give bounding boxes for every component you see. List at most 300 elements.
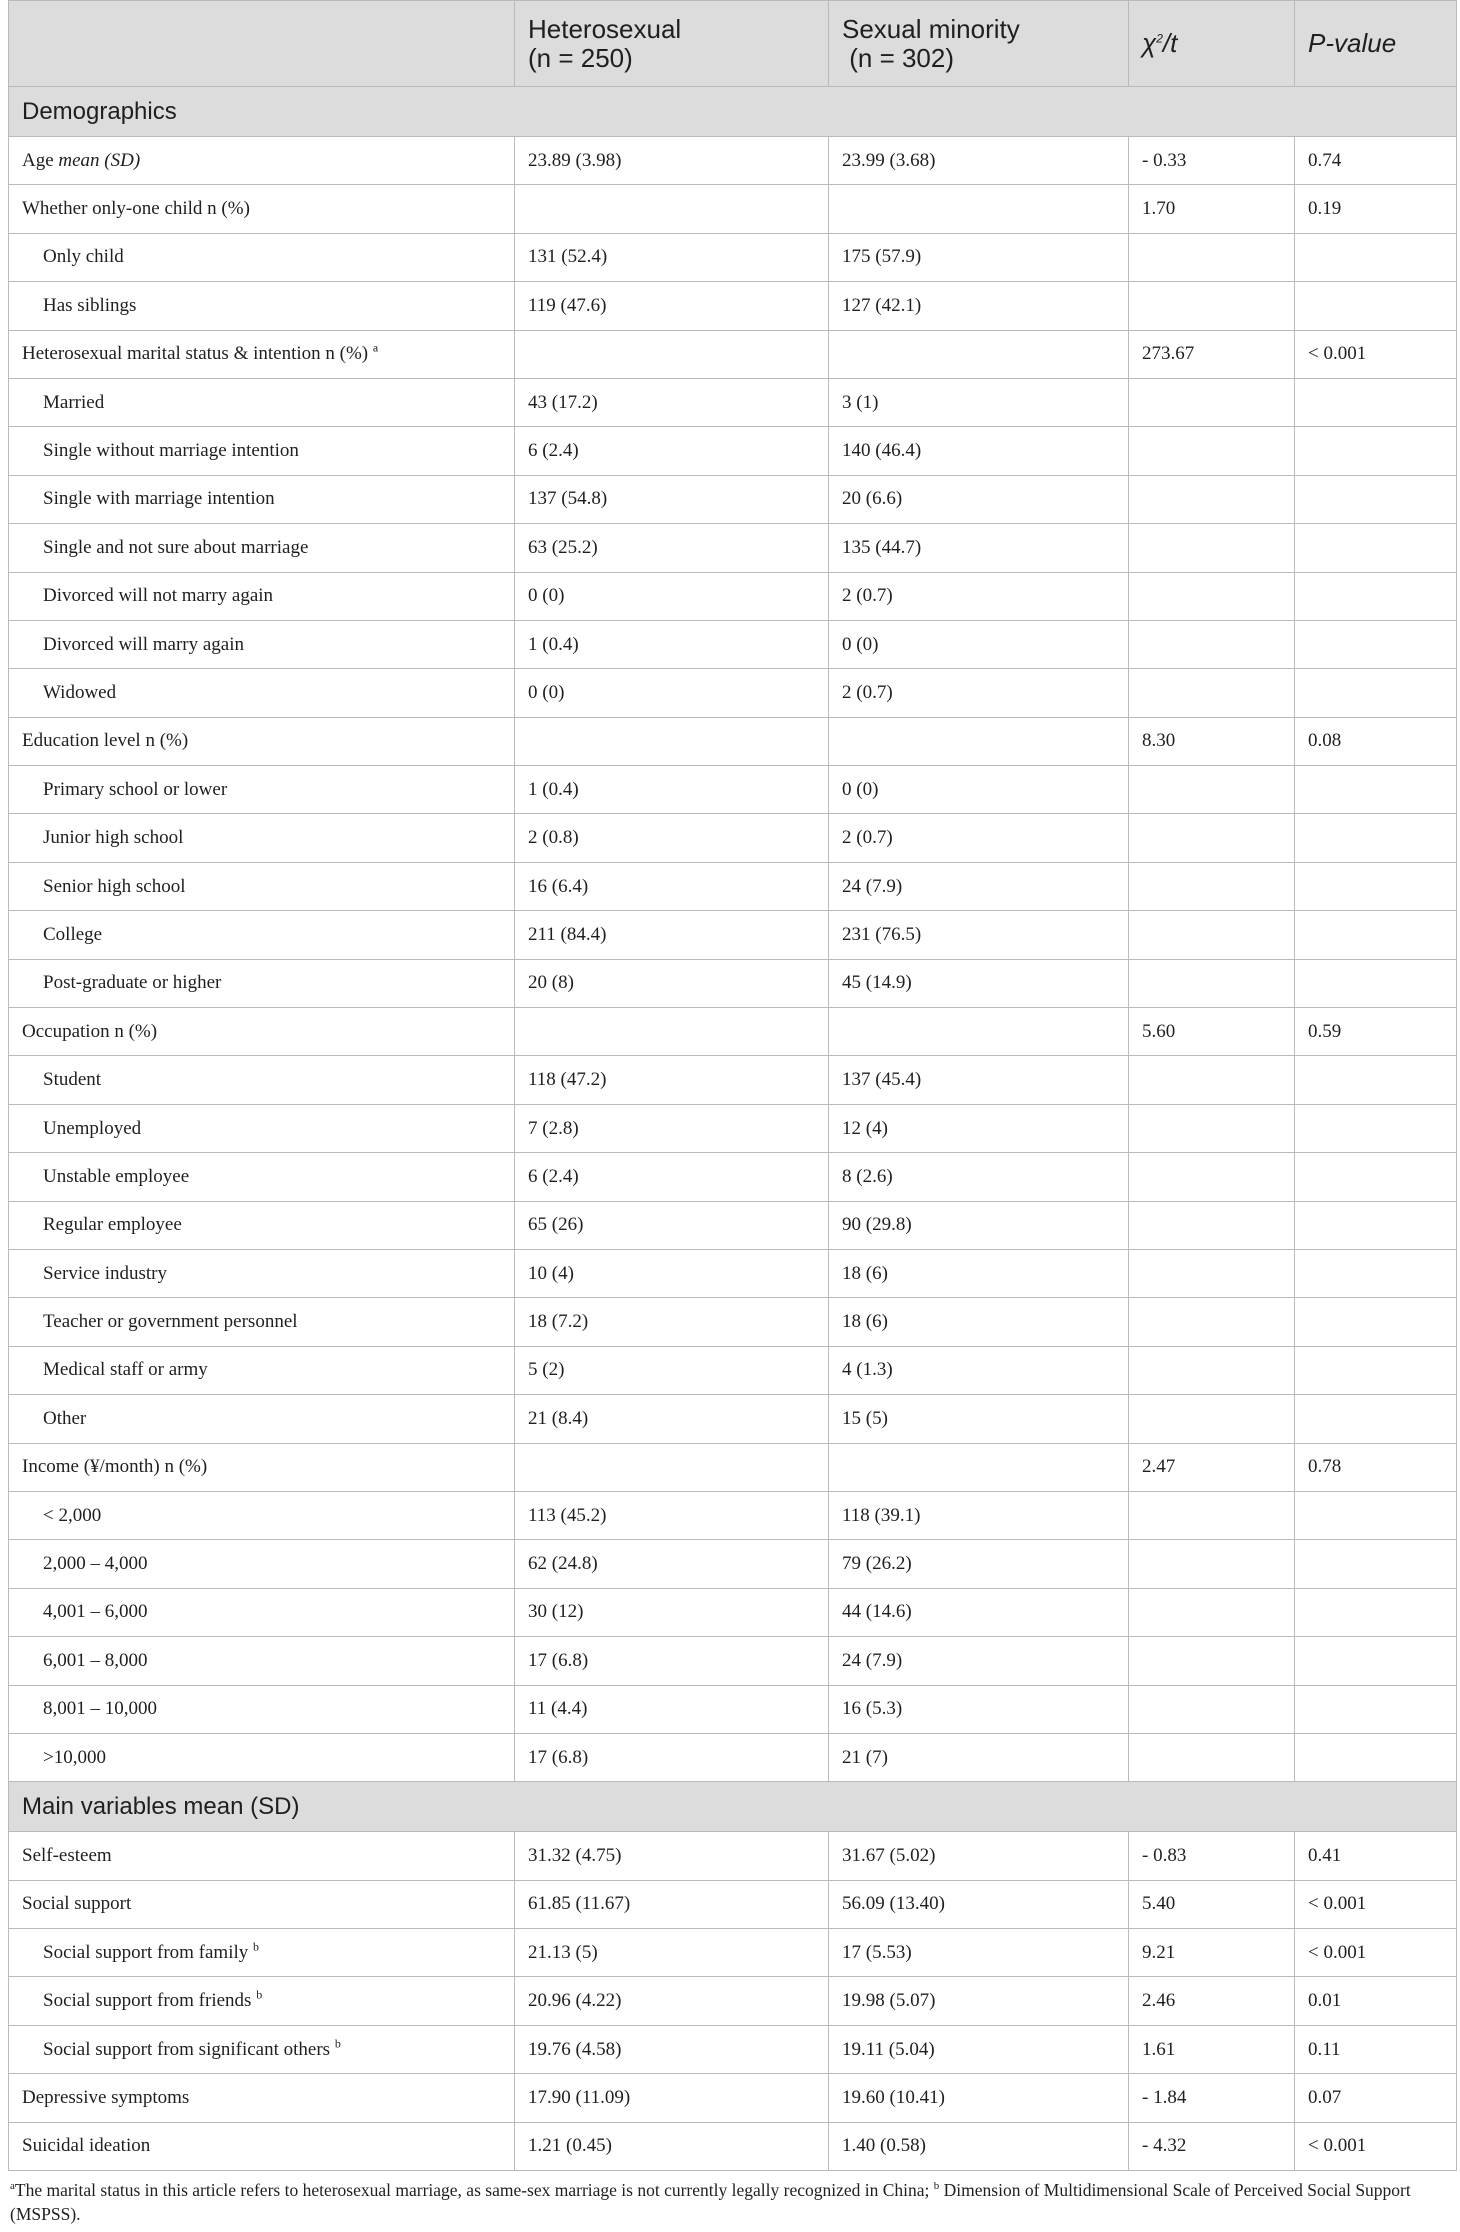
table-row [9, 1443, 1457, 1491]
row-label: >10,000 [43, 1746, 106, 1768]
test-statistic-value: 273.67 [1129, 330, 1295, 378]
test-statistic-value [1129, 1056, 1295, 1104]
row-label: Has siblings [43, 294, 137, 316]
p-value [1295, 620, 1457, 668]
heterosexual-value: 21.13 (5) [515, 1929, 829, 1977]
heterosexual-value: 17.90 (11.09) [515, 2074, 829, 2122]
footnote-marker-a: a [10, 2180, 15, 2193]
sexual-minority-value: 137 (45.4) [829, 1056, 1129, 1104]
sexual-minority-value: 15 (5) [829, 1395, 1129, 1443]
heterosexual-value: 63 (25.2) [515, 524, 829, 572]
test-statistic-value: - 0.33 [1129, 137, 1295, 185]
test-statistic-value: - 1.84 [1129, 2074, 1295, 2122]
test-statistic-value: 2.46 [1129, 1977, 1295, 2025]
sexual-minority-value: 0 (0) [829, 766, 1129, 814]
table-row [9, 1637, 1457, 1685]
row-label: Social support from significant others [43, 2038, 335, 2060]
table-row [9, 475, 1457, 523]
test-statistic-value [1129, 427, 1295, 475]
table-row [9, 330, 1457, 378]
sexual-minority-value: 79 (26.2) [829, 1540, 1129, 1588]
sexual-minority-value: 1.40 (0.58) [829, 2122, 1129, 2170]
heterosexual-value: 5 (2) [515, 1346, 829, 1394]
heterosexual-value: 23.89 (3.98) [515, 137, 829, 185]
p-value [1295, 233, 1457, 281]
sexual-minority-value: 231 (76.5) [829, 911, 1129, 959]
sexual-minority-value: 2 (0.7) [829, 572, 1129, 620]
row-label: Social support from family [43, 1941, 254, 1963]
test-statistic-value [1129, 669, 1295, 717]
row-label: Divorced will marry again [43, 633, 245, 655]
section-title: Main variables mean (SD) [9, 1782, 1457, 1832]
heterosexual-value: 17 (6.8) [515, 1637, 829, 1685]
p-value: < 0.001 [1295, 2122, 1457, 2170]
heterosexual-value: 6 (2.4) [515, 427, 829, 475]
sexual-minority-value: 12 (4) [829, 1104, 1129, 1152]
test-statistic-value [1129, 475, 1295, 523]
test-statistic-value [1129, 959, 1295, 1007]
table-row [9, 2025, 1457, 2073]
table-header [9, 1, 1457, 87]
heterosexual-value [515, 717, 829, 765]
table-row [9, 1346, 1457, 1394]
table-row [9, 620, 1457, 668]
footnote-marker-b: b [933, 2180, 940, 2193]
table-row [9, 1491, 1457, 1539]
header-chi-exponent: 2 [1156, 31, 1163, 46]
row-label-cell [9, 2074, 515, 2122]
table-row [9, 1685, 1457, 1733]
row-label: Regular employee [43, 1214, 182, 1236]
row-label-cell [9, 282, 515, 330]
row-label: Student [43, 1069, 102, 1091]
heterosexual-value: 20.96 (4.22) [515, 1977, 829, 2025]
p-value [1295, 766, 1457, 814]
test-statistic-value [1129, 1201, 1295, 1249]
heterosexual-value: 0 (0) [515, 572, 829, 620]
row-label-cell [9, 1832, 515, 1880]
row-footnote-marker: a [372, 340, 379, 355]
sexual-minority-value: 19.11 (5.04) [829, 2025, 1129, 2073]
test-statistic-value [1129, 524, 1295, 572]
row-label-cell [9, 1929, 515, 1977]
row-label: Medical staff or army [43, 1359, 208, 1381]
row-label: Self-esteem [22, 1844, 112, 1866]
sexual-minority-value: 8 (2.6) [829, 1153, 1129, 1201]
test-statistic-value [1129, 233, 1295, 281]
section-row [9, 87, 1457, 137]
header-sexual-minority-title: Sexual minority [842, 13, 1020, 44]
heterosexual-value [515, 330, 829, 378]
row-label-cell [9, 1008, 515, 1056]
table-row [9, 717, 1457, 765]
sexual-minority-value: 118 (39.1) [829, 1491, 1129, 1539]
test-statistic-value [1129, 1298, 1295, 1346]
sexual-minority-value: 18 (6) [829, 1298, 1129, 1346]
row-label: 2,000 – 4,000 [43, 1553, 148, 1575]
p-value: < 0.001 [1295, 330, 1457, 378]
heterosexual-value [515, 1008, 829, 1056]
heterosexual-value: 11 (4.4) [515, 1685, 829, 1733]
table-row [9, 137, 1457, 185]
p-value [1295, 1104, 1457, 1152]
row-label-cell [9, 766, 515, 814]
table-row [9, 1056, 1457, 1104]
row-label-cell [9, 1880, 515, 1928]
row-label-cell [9, 1443, 515, 1491]
test-statistic-value [1129, 1637, 1295, 1685]
test-statistic-value [1129, 1685, 1295, 1733]
sexual-minority-value: 127 (42.1) [829, 282, 1129, 330]
row-label: Widowed [43, 681, 117, 703]
sexual-minority-value: 90 (29.8) [829, 1201, 1129, 1249]
heterosexual-value: 62 (24.8) [515, 1540, 829, 1588]
row-label-cell [9, 1249, 515, 1297]
sexual-minority-value: 45 (14.9) [829, 959, 1129, 1007]
row-label-cell [9, 1153, 515, 1201]
heterosexual-value [515, 1443, 829, 1491]
header-heterosexual-n: (n = 250) [528, 42, 633, 73]
statistics-table [8, 0, 1457, 2171]
p-value: < 0.001 [1295, 1929, 1457, 1977]
table-row [9, 1832, 1457, 1880]
row-label: Heterosexual marital status & intention n (%) [22, 343, 373, 365]
row-label: Other [43, 1407, 87, 1429]
p-value [1295, 282, 1457, 330]
heterosexual-value: 17 (6.8) [515, 1733, 829, 1781]
sexual-minority-value: 44 (14.6) [829, 1588, 1129, 1636]
table-row [9, 1153, 1457, 1201]
row-label: Age [22, 149, 59, 171]
table-row [9, 1104, 1457, 1152]
sexual-minority-value: 23.99 (3.68) [829, 137, 1129, 185]
heterosexual-value [515, 185, 829, 233]
p-value: 0.11 [1295, 2025, 1457, 2073]
row-label-cell [9, 524, 515, 572]
test-statistic-value [1129, 282, 1295, 330]
sexual-minority-value: 175 (57.9) [829, 233, 1129, 281]
row-label-cell [9, 1588, 515, 1636]
row-label-cell [9, 2122, 515, 2170]
table-row [9, 1880, 1457, 1928]
row-label: Married [43, 391, 105, 413]
heterosexual-value: 0 (0) [515, 669, 829, 717]
row-label: Divorced will not marry again [43, 585, 274, 607]
row-label: Teacher or government personnel [43, 1311, 298, 1333]
row-label: Junior high school [43, 827, 184, 849]
row-label: Primary school or lower [43, 778, 228, 800]
test-statistic-value [1129, 766, 1295, 814]
sexual-minority-value: 16 (5.3) [829, 1685, 1129, 1733]
section-title: Demographics [9, 87, 1457, 137]
row-label-cell [9, 862, 515, 910]
row-label-cell [9, 1733, 515, 1781]
table-row [9, 1298, 1457, 1346]
heterosexual-value: 21 (8.4) [515, 1395, 829, 1443]
row-label: 6,001 – 8,000 [43, 1649, 148, 1671]
p-value [1295, 1249, 1457, 1297]
sexual-minority-value: 2 (0.7) [829, 669, 1129, 717]
heterosexual-value: 211 (84.4) [515, 911, 829, 959]
test-statistic-value: 5.40 [1129, 1880, 1295, 1928]
sexual-minority-value: 24 (7.9) [829, 862, 1129, 910]
row-label: Single without marriage intention [43, 440, 299, 462]
test-statistic-value [1129, 1346, 1295, 1394]
sexual-minority-value: 56.09 (13.40) [829, 1880, 1129, 1928]
row-label: < 2,000 [43, 1504, 102, 1526]
test-statistic-value [1129, 814, 1295, 862]
p-value: 0.08 [1295, 717, 1457, 765]
row-label-cell [9, 1201, 515, 1249]
row-label: Depressive symptoms [22, 2086, 190, 2108]
p-value [1295, 862, 1457, 910]
p-value: 0.07 [1295, 2074, 1457, 2122]
sexual-minority-value: 140 (46.4) [829, 427, 1129, 475]
row-label: Income (¥/month) n (%) [22, 1456, 208, 1478]
p-value [1295, 1056, 1457, 1104]
p-value: 0.19 [1295, 185, 1457, 233]
p-value [1295, 1491, 1457, 1539]
row-label: Single with marriage intention [43, 488, 275, 510]
table-row [9, 766, 1457, 814]
row-label-cell [9, 1540, 515, 1588]
p-value [1295, 669, 1457, 717]
p-value: < 0.001 [1295, 1880, 1457, 1928]
test-statistic-value: 1.70 [1129, 185, 1295, 233]
row-label-italic: mean (SD) [58, 149, 141, 171]
table-row [9, 378, 1457, 426]
heterosexual-value: 137 (54.8) [515, 475, 829, 523]
test-statistic-value [1129, 1540, 1295, 1588]
p-value [1295, 1685, 1457, 1733]
heterosexual-value: 1.21 (0.45) [515, 2122, 829, 2170]
row-label-cell [9, 1977, 515, 2025]
table-row [9, 185, 1457, 233]
row-label-cell [9, 427, 515, 475]
table-row [9, 959, 1457, 1007]
header-chi-symbol: χ [1142, 28, 1157, 58]
section-row [9, 1782, 1457, 1832]
row-label: Social support [22, 1893, 132, 1915]
test-statistic-value [1129, 1491, 1295, 1539]
table-body [9, 87, 1457, 2171]
table-row [9, 233, 1457, 281]
test-statistic-value [1129, 620, 1295, 668]
sexual-minority-value [829, 1008, 1129, 1056]
sexual-minority-value [829, 717, 1129, 765]
header-t-symbol: /t [1162, 28, 1178, 58]
p-value: 0.78 [1295, 1443, 1457, 1491]
row-label-cell [9, 717, 515, 765]
heterosexual-value: 43 (17.2) [515, 378, 829, 426]
row-label-cell [9, 572, 515, 620]
sexual-minority-value: 19.60 (10.41) [829, 2074, 1129, 2122]
row-label: Suicidal ideation [22, 2135, 151, 2157]
table-row [9, 572, 1457, 620]
table-row [9, 669, 1457, 717]
test-statistic-value: 9.21 [1129, 1929, 1295, 1977]
heterosexual-value: 16 (6.4) [515, 862, 829, 910]
table-row [9, 814, 1457, 862]
row-label-cell [9, 669, 515, 717]
heterosexual-value: 1 (0.4) [515, 766, 829, 814]
heterosexual-value: 119 (47.6) [515, 282, 829, 330]
row-label-cell [9, 378, 515, 426]
table-row [9, 282, 1457, 330]
row-label-cell [9, 620, 515, 668]
heterosexual-value: 10 (4) [515, 1249, 829, 1297]
heterosexual-value: 7 (2.8) [515, 1104, 829, 1152]
row-label: Senior high school [43, 875, 186, 897]
p-value [1295, 1540, 1457, 1588]
row-label-cell [9, 2025, 515, 2073]
header-sexual-minority [829, 1, 1129, 87]
p-value [1295, 814, 1457, 862]
p-value: 0.41 [1295, 1832, 1457, 1880]
p-value [1295, 572, 1457, 620]
table-row [9, 1201, 1457, 1249]
heterosexual-value: 131 (52.4) [515, 233, 829, 281]
heterosexual-value: 20 (8) [515, 959, 829, 1007]
heterosexual-value: 118 (47.2) [515, 1056, 829, 1104]
header-heterosexual-title: Heterosexual [528, 13, 682, 44]
sexual-minority-value: 17 (5.53) [829, 1929, 1129, 1977]
p-value [1295, 1395, 1457, 1443]
row-label: Occupation n (%) [22, 1020, 158, 1042]
heterosexual-value: 18 (7.2) [515, 1298, 829, 1346]
p-value [1295, 378, 1457, 426]
test-statistic-value [1129, 1588, 1295, 1636]
row-label-cell [9, 911, 515, 959]
row-footnote-marker: b [253, 1939, 260, 1954]
header-sexual-minority-n: (n = 302) [842, 42, 955, 73]
row-label: Service industry [43, 1262, 168, 1284]
row-label: 8,001 – 10,000 [43, 1698, 157, 1720]
sexual-minority-value: 2 (0.7) [829, 814, 1129, 862]
table-row [9, 1249, 1457, 1297]
table-row [9, 1977, 1457, 2025]
table-footnote [8, 2178, 1455, 2226]
table-row [9, 1733, 1457, 1781]
p-value [1295, 1346, 1457, 1394]
test-statistic-value: 5.60 [1129, 1008, 1295, 1056]
p-value [1295, 1637, 1457, 1685]
header-variable [9, 1, 515, 87]
test-statistic-value [1129, 1104, 1295, 1152]
row-label-cell [9, 1346, 515, 1394]
header-heterosexual [515, 1, 829, 87]
row-label: Post-graduate or higher [43, 972, 222, 994]
test-statistic-value [1129, 911, 1295, 959]
heterosexual-value: 31.32 (4.75) [515, 1832, 829, 1880]
sexual-minority-value: 0 (0) [829, 620, 1129, 668]
row-label-cell [9, 814, 515, 862]
document [8, 0, 1456, 2226]
row-label: Whether only-one child n (%) [22, 198, 250, 220]
row-label: Social support from friends [43, 1990, 257, 2012]
test-statistic-value [1129, 862, 1295, 910]
test-statistic-value [1129, 1249, 1295, 1297]
sexual-minority-value: 24 (7.9) [829, 1637, 1129, 1685]
row-label-cell [9, 1056, 515, 1104]
row-label: Unstable employee [43, 1165, 190, 1187]
row-label-cell [9, 1104, 515, 1152]
row-label-cell [9, 233, 515, 281]
table-row [9, 1588, 1457, 1636]
row-label: Only child [43, 246, 124, 268]
table-row [9, 2122, 1457, 2170]
sexual-minority-value: 19.98 (5.07) [829, 1977, 1129, 2025]
table-row [9, 1540, 1457, 1588]
sexual-minority-value: 18 (6) [829, 1249, 1129, 1297]
row-label-cell [9, 185, 515, 233]
heterosexual-value: 113 (45.2) [515, 1491, 829, 1539]
heterosexual-value: 2 (0.8) [515, 814, 829, 862]
heterosexual-value: 1 (0.4) [515, 620, 829, 668]
p-value [1295, 1201, 1457, 1249]
test-statistic-value: 2.47 [1129, 1443, 1295, 1491]
row-label: Single and not sure about marriage [43, 536, 309, 558]
p-value [1295, 475, 1457, 523]
sexual-minority-value: 3 (1) [829, 378, 1129, 426]
p-value [1295, 427, 1457, 475]
test-statistic-value: 1.61 [1129, 2025, 1295, 2073]
p-value [1295, 1298, 1457, 1346]
sexual-minority-value [829, 185, 1129, 233]
test-statistic-value: 8.30 [1129, 717, 1295, 765]
table-row [9, 1929, 1457, 1977]
sexual-minority-value: 4 (1.3) [829, 1346, 1129, 1394]
sexual-minority-value: 21 (7) [829, 1733, 1129, 1781]
row-footnote-marker: b [334, 2036, 341, 2051]
row-label: Unemployed [43, 1117, 142, 1139]
test-statistic-value [1129, 378, 1295, 426]
table-row [9, 911, 1457, 959]
row-label-cell [9, 1298, 515, 1346]
row-label-cell [9, 1637, 515, 1685]
p-value [1295, 959, 1457, 1007]
table-row [9, 524, 1457, 572]
p-value [1295, 1588, 1457, 1636]
p-value [1295, 524, 1457, 572]
table-row [9, 427, 1457, 475]
table-row [9, 1395, 1457, 1443]
table-row [9, 1008, 1457, 1056]
p-value: 0.59 [1295, 1008, 1457, 1056]
row-label-cell [9, 1395, 515, 1443]
p-value: 0.74 [1295, 137, 1457, 185]
p-value [1295, 1733, 1457, 1781]
heterosexual-value: 61.85 (11.67) [515, 1880, 829, 1928]
test-statistic-value [1129, 1395, 1295, 1443]
sexual-minority-value [829, 1443, 1129, 1491]
test-statistic-value [1129, 572, 1295, 620]
footnote-text-a: The marital status in this article refers to heterosexual marriage, as same-sex marriage is not currently legally recognized in China; [14, 2180, 934, 2201]
heterosexual-value: 6 (2.4) [515, 1153, 829, 1201]
header-row [9, 1, 1457, 87]
test-statistic-value [1129, 1153, 1295, 1201]
sexual-minority-value: 20 (6.6) [829, 475, 1129, 523]
row-label-cell [9, 959, 515, 1007]
footnote-text-b: Dimension of Multidimensional Scale of Perceived Social Support (MSPSS). [10, 2180, 1411, 2225]
p-value [1295, 1153, 1457, 1201]
sexual-minority-value [829, 330, 1129, 378]
row-label: College [43, 923, 103, 945]
heterosexual-value: 30 (12) [515, 1588, 829, 1636]
heterosexual-value: 65 (26) [515, 1201, 829, 1249]
row-label-cell [9, 1685, 515, 1733]
row-label: Education level n (%) [22, 730, 189, 752]
